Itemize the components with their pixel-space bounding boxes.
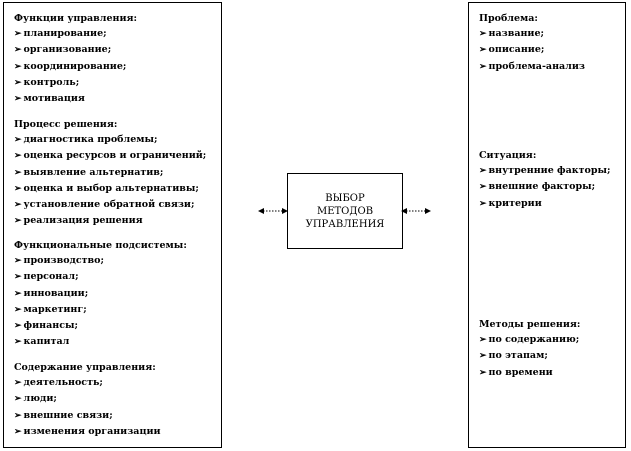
list-item: ➢ критерии	[479, 196, 621, 212]
arrow-bullet-icon: ➢	[14, 337, 22, 348]
arrow-bullet-icon: ➢	[479, 29, 487, 40]
arrow-bullet-icon: ➢	[479, 45, 487, 56]
list-item: ➢ проблема-анализ	[479, 59, 621, 75]
list-item: ➢ оценка ресурсов и ограничений;	[14, 148, 217, 164]
arrow-bullet-icon: ➢	[479, 367, 487, 378]
center-box-line: ВЫБОР	[325, 192, 365, 204]
arrow-bullet-icon: ➢	[14, 200, 22, 211]
arrow-bullet-icon: ➢	[14, 321, 22, 332]
list-item: ➢ реализация решения	[14, 213, 217, 229]
arrow-bullet-icon: ➢	[14, 256, 22, 267]
arrow-bullet-icon: ➢	[14, 61, 22, 72]
arrow-bullet-icon: ➢	[14, 304, 22, 315]
arrow-bullet-icon: ➢	[479, 335, 487, 346]
center-box-line: УПРАВЛЕНИЯ	[305, 218, 385, 230]
arrow-bullet-icon: ➢	[14, 426, 22, 437]
list-item: ➢ организование;	[14, 42, 217, 58]
arrow-bullet-icon: ➢	[479, 351, 487, 362]
list-item: ➢ планирование;	[14, 26, 217, 42]
list-item: ➢ название;	[479, 26, 621, 42]
group-title: Ситуация:	[479, 150, 537, 161]
arrow-bullet-icon: ➢	[14, 77, 22, 88]
arrow-bullet-icon: ➢	[14, 216, 22, 227]
arrow-bullet-icon: ➢	[14, 94, 22, 105]
arrow-bullet-icon: ➢	[14, 183, 22, 194]
list-item: ➢ финансы;	[14, 318, 217, 334]
list-item: ➢ внутренние факторы;	[479, 163, 621, 179]
list-item: ➢ маркетинг;	[14, 302, 217, 318]
arrow-bullet-icon: ➢	[14, 45, 22, 56]
list-item: ➢ установление обратной связи;	[14, 197, 217, 213]
arrow-bullet-icon: ➢	[479, 166, 487, 177]
list-item: ➢ выявление альтернатив;	[14, 165, 217, 181]
group-title: Содержание управления:	[14, 362, 156, 373]
list-item: ➢ по этапам;	[479, 348, 621, 364]
group-title: Функции управления:	[14, 13, 138, 24]
arrow-bullet-icon: ➢	[479, 198, 487, 209]
arrow-bullet-icon: ➢	[14, 410, 22, 421]
list-item: ➢ контроль;	[14, 75, 217, 91]
arrow-bullet-icon: ➢	[479, 182, 487, 193]
group-title: Методы решения:	[479, 319, 581, 330]
list-item: ➢ координирование;	[14, 59, 217, 75]
list-item: ➢ по содержанию;	[479, 332, 621, 348]
list-item: ➢ капитал	[14, 334, 217, 350]
list-item: ➢ описание;	[479, 42, 621, 58]
list-item: ➢ внешние факторы;	[479, 179, 621, 195]
list-item: ➢ инновации;	[14, 286, 217, 302]
list-item: ➢ персонал;	[14, 269, 217, 285]
arrow-bullet-icon: ➢	[14, 394, 22, 405]
group-title: Процесс решения:	[14, 119, 118, 130]
list-item: ➢ изменения организации	[14, 424, 217, 440]
arrow-bullet-icon: ➢	[14, 167, 22, 178]
arrow-bullet-icon: ➢	[14, 272, 22, 283]
list-item: ➢ люди;	[14, 391, 217, 407]
arrow-bullet-icon: ➢	[479, 61, 487, 72]
arrow-bullet-icon: ➢	[14, 288, 22, 299]
group-title: Функциональные подсистемы:	[14, 240, 187, 251]
group-title: Проблема:	[479, 13, 538, 24]
center-box-line: МЕТОДОВ	[316, 205, 374, 217]
right-double-arrow	[401, 208, 431, 214]
list-item: ➢ мотивация	[14, 91, 217, 107]
list-item: ➢ диагностика проблемы;	[14, 132, 217, 148]
arrow-bullet-icon: ➢	[14, 151, 22, 162]
list-item: ➢ по времени	[479, 365, 621, 381]
list-item: ➢ производство;	[14, 253, 217, 269]
list-item: ➢ оценка и выбор альтернативы;	[14, 181, 217, 197]
list-item: ➢ внешние связи;	[14, 408, 217, 424]
arrow-bullet-icon: ➢	[14, 29, 22, 40]
arrow-bullet-icon: ➢	[14, 135, 22, 146]
arrow-bullet-icon: ➢	[14, 378, 22, 389]
list-item: ➢ деятельность;	[14, 375, 217, 391]
left-double-arrow	[258, 208, 288, 214]
